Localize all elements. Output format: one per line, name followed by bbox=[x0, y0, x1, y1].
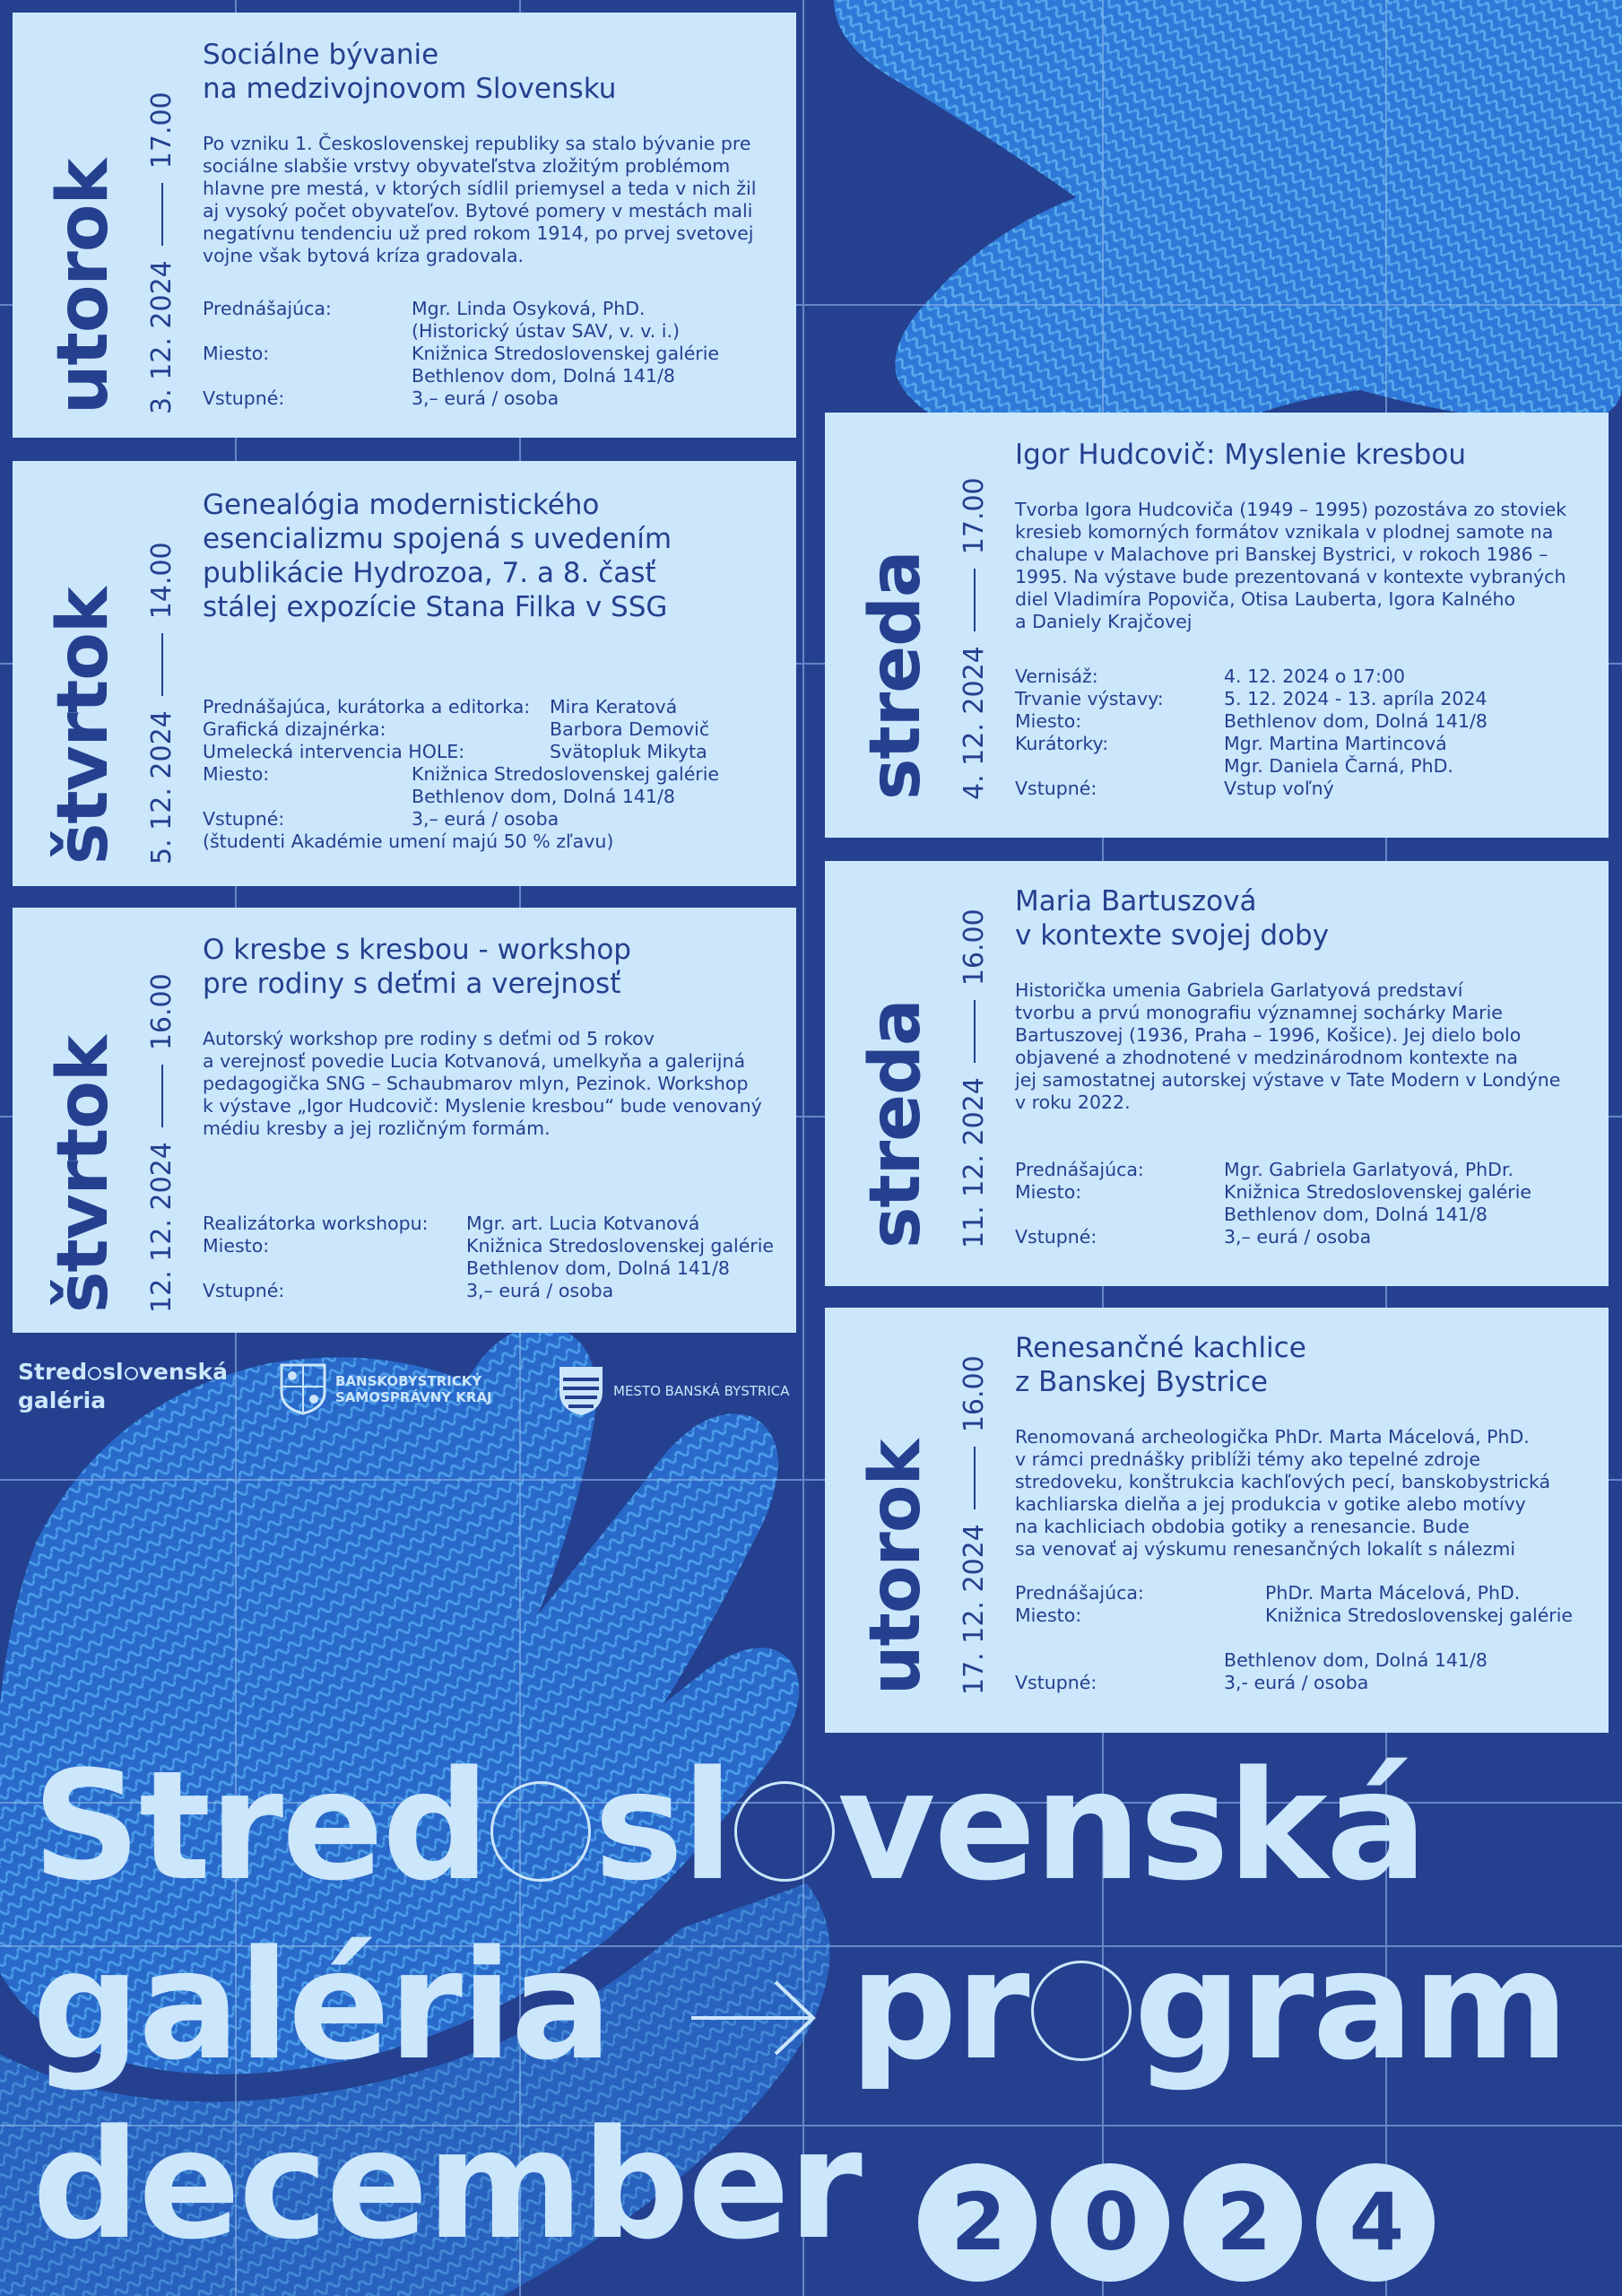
year-digit: 0 bbox=[1051, 2163, 1169, 2282]
event-date: 12. 12. 2024 bbox=[146, 1142, 178, 1313]
coat-of-arms-icon bbox=[280, 1363, 326, 1415]
event-day: streda bbox=[855, 999, 936, 1248]
event-card bbox=[13, 908, 796, 1333]
event-description: Renomovaná archeologička PhDr. Marta Mácelová, PhD. v rámci prednášky priblíži témy ako tepelné zdroje stredoveku, konštrukcia kachľových pecí, banskobystrická kachliarska dielňa a jej produkcia v gotike alebo motívy na kachliciach obdobia gotiky a renesancie. Bude sa venovať aj výskumu renesančných lokalít s nálezmi bbox=[1015, 1426, 1551, 1560]
event-time: 16.00 bbox=[958, 909, 990, 987]
circle-o-icon bbox=[490, 1781, 591, 1882]
event-datetime bbox=[146, 973, 178, 1313]
region-logo: BANSKOBYSTRICKÝ SAMOSPRÁVNY KRAJ bbox=[280, 1363, 492, 1415]
event-datetime bbox=[958, 477, 990, 800]
event-title: Renesančné kachlice z Banskej Bystrice bbox=[1015, 1332, 1306, 1398]
event-day: streda bbox=[855, 551, 936, 800]
event-details: Realizátorka workshopu: Mgr. art. Lucia Kotvanová Miesto: Knižnica Stredoslovenskej galérie Bethlenov dom, Dolná 141/8 Vstupné: 3,– eurá / osoba bbox=[203, 1213, 775, 1301]
event-description: Autorský workshop pre rodiny s deťmi od 5 rokov a verejnosť povedie Lucia Kotvanová, umelkyňa a galerijná pedagogička SNG – Schaubmarov mlyn, Pezinok. Workshop k výstave „Igor Hudcovič: Myslenie kresbou“ bude venovaný médiu kresby a jej rozličným formám. bbox=[203, 1028, 762, 1139]
event-time: 16.00 bbox=[958, 1355, 990, 1433]
event-title: Igor Hudcovič: Myslenie kresbou bbox=[1015, 439, 1466, 471]
event-title: Sociálne bývanie na medzivojnovom Slovensku bbox=[203, 39, 617, 105]
event-date: 11. 12. 2024 bbox=[958, 1077, 990, 1248]
event-description: Tvorba Igora Hudcoviča (1949 – 1995) pozostáva zo stoviek kresieb komorných formátov vznikala v plodnej samote na chalupe v Malachove pri Banskej Bystrici, v rokoch 1986 – 1995. Na výstave bude prezentovaná v kontexte vybraných diel Vladimíra Popoviča, Otisa Lauberta, Igora Kalného a Daniely Krajčovej bbox=[1015, 499, 1567, 632]
event-time: 17.00 bbox=[146, 91, 178, 170]
arrow-right-icon bbox=[688, 1973, 822, 2063]
city-logo: MESTO BANSKÁ BYSTRICA bbox=[558, 1365, 789, 1417]
event-datetime bbox=[146, 542, 178, 865]
gallery-logo: Stred sl venská galéria bbox=[18, 1359, 229, 1413]
event-date: 17. 12. 2024 bbox=[958, 1524, 990, 1695]
year-digit: 4 bbox=[1316, 2163, 1435, 2282]
event-day: štvrtok bbox=[43, 587, 124, 865]
event-day: utorok bbox=[43, 159, 124, 414]
headline-line-2: galéria pr gram bbox=[32, 1918, 1568, 2093]
event-description: Po vzniku 1. Československej republiky sa stalo bývanie pre sociálne slabšie vrstvy obyvateľstva zložitým problémom hlavne pre mestá, v ktorých sídlil priemysel a teda v nich žil aj vysoký počet obyvateľov. Bytové pomery v mestách mali negatívnu tendenciu už pred rokom 1914, po prvej svetovej vojne však bytová kríza gradovala. bbox=[203, 133, 757, 266]
event-datetime bbox=[958, 909, 990, 1248]
event-details: Vernisáž: 4. 12. 2024 o 17:00 Trvanie výstavy: 5. 12. 2024 - 13. apríla 2024 Miesto: Bethlenov dom, Dolná 141/8 Kurátorky: Mgr. Martina Martincová Mgr. Daniela Čarná, PhD. Vstupné: Vstup voľný bbox=[1015, 665, 1488, 799]
event-title: O kresbe s kresbou - workshop pre rodiny s deťmi a verejnosť bbox=[203, 934, 631, 1000]
event-datetime bbox=[958, 1355, 990, 1695]
event-card bbox=[13, 461, 796, 886]
partner-logos bbox=[0, 1345, 807, 1426]
event-title: Genealógia modernistického esencializmu spojená s uvedením publikácie Hydrozoa, 7. a 8. časť stálej expozície Stana Filka v SSG bbox=[203, 489, 672, 623]
event-date: 5. 12. 2024 bbox=[146, 710, 178, 865]
headline-line-3: december 2 0 2 4 bbox=[32, 2109, 1442, 2282]
year-digit: 2 bbox=[1184, 2163, 1302, 2282]
event-card bbox=[13, 13, 796, 438]
event-card bbox=[825, 861, 1609, 1286]
event-details: Prednášajúca: Mgr. Linda Osyková, PhD. (Historický ústav SAV, v. v. i.) Miesto: Knižnica Stredoslovenskej galérie Bethlenov dom, Dolná 141/8 Vstupné: 3,– eurá / osoba bbox=[203, 298, 720, 409]
event-day: štvrtok bbox=[43, 1036, 124, 1313]
event-date: 3. 12. 2024 bbox=[146, 260, 178, 414]
event-time: 16.00 bbox=[146, 973, 178, 1051]
event-card bbox=[825, 413, 1609, 838]
headline-line-1: Stred sl venská bbox=[32, 1738, 1427, 1914]
event-date: 4. 12. 2024 bbox=[958, 646, 990, 800]
event-details: Prednášajúca: PhDr. Marta Mácelová, PhD. Miesto: Knižnica Stredoslovenskej galérie Bethlenov dom, Dolná 141/8 Vstupné: 3,- eurá / osoba bbox=[1015, 1582, 1574, 1693]
event-datetime bbox=[146, 91, 178, 414]
event-card bbox=[825, 1308, 1609, 1733]
event-time: 17.00 bbox=[958, 477, 990, 555]
circle-o-icon bbox=[1031, 1961, 1132, 2061]
event-details: Prednášajúca: Mgr. Gabriela Garlatyová, PhDr. Miesto: Knižnica Stredoslovenskej galérie Bethlenov dom, Dolná 141/8 Vstupné: 3,– eurá / osoba bbox=[1015, 1159, 1532, 1248]
event-day: utorok bbox=[855, 1439, 936, 1695]
year-digit: 2 bbox=[918, 2163, 1037, 2282]
event-time: 14.00 bbox=[146, 542, 178, 620]
city-shield-icon bbox=[558, 1365, 604, 1417]
event-title: Maria Bartuszová v kontexte svojej doby bbox=[1015, 885, 1330, 952]
circle-o-icon bbox=[734, 1781, 835, 1882]
event-details: Prednášajúca, kurátorka a editorka: Mira Keratová Grafická dizajnérka: Barbora Demovič Umelecká intervencia HOLE: Svätopluk Mikyta Miesto: Knižnica Stredoslovenskej galérie Bethlenov dom, Dolná 141/8 Vstupné: 3,– eurá / osoba (študenti Akadémie umení majú 50 % zľavu) bbox=[203, 696, 720, 852]
event-description: Historička umenia Gabriela Garlatyová predstaví tvorbu a prvú monografiu významnej sochárky Marie Bartuszovej (1936, Praha – 1996, Košice). Jej dielo bolo objavené a zhodnotené v medzinárodnom kontexte na jej samostatnej autorskej výstave v Tate Modern v Londýne v roku 2022. bbox=[1015, 979, 1561, 1113]
